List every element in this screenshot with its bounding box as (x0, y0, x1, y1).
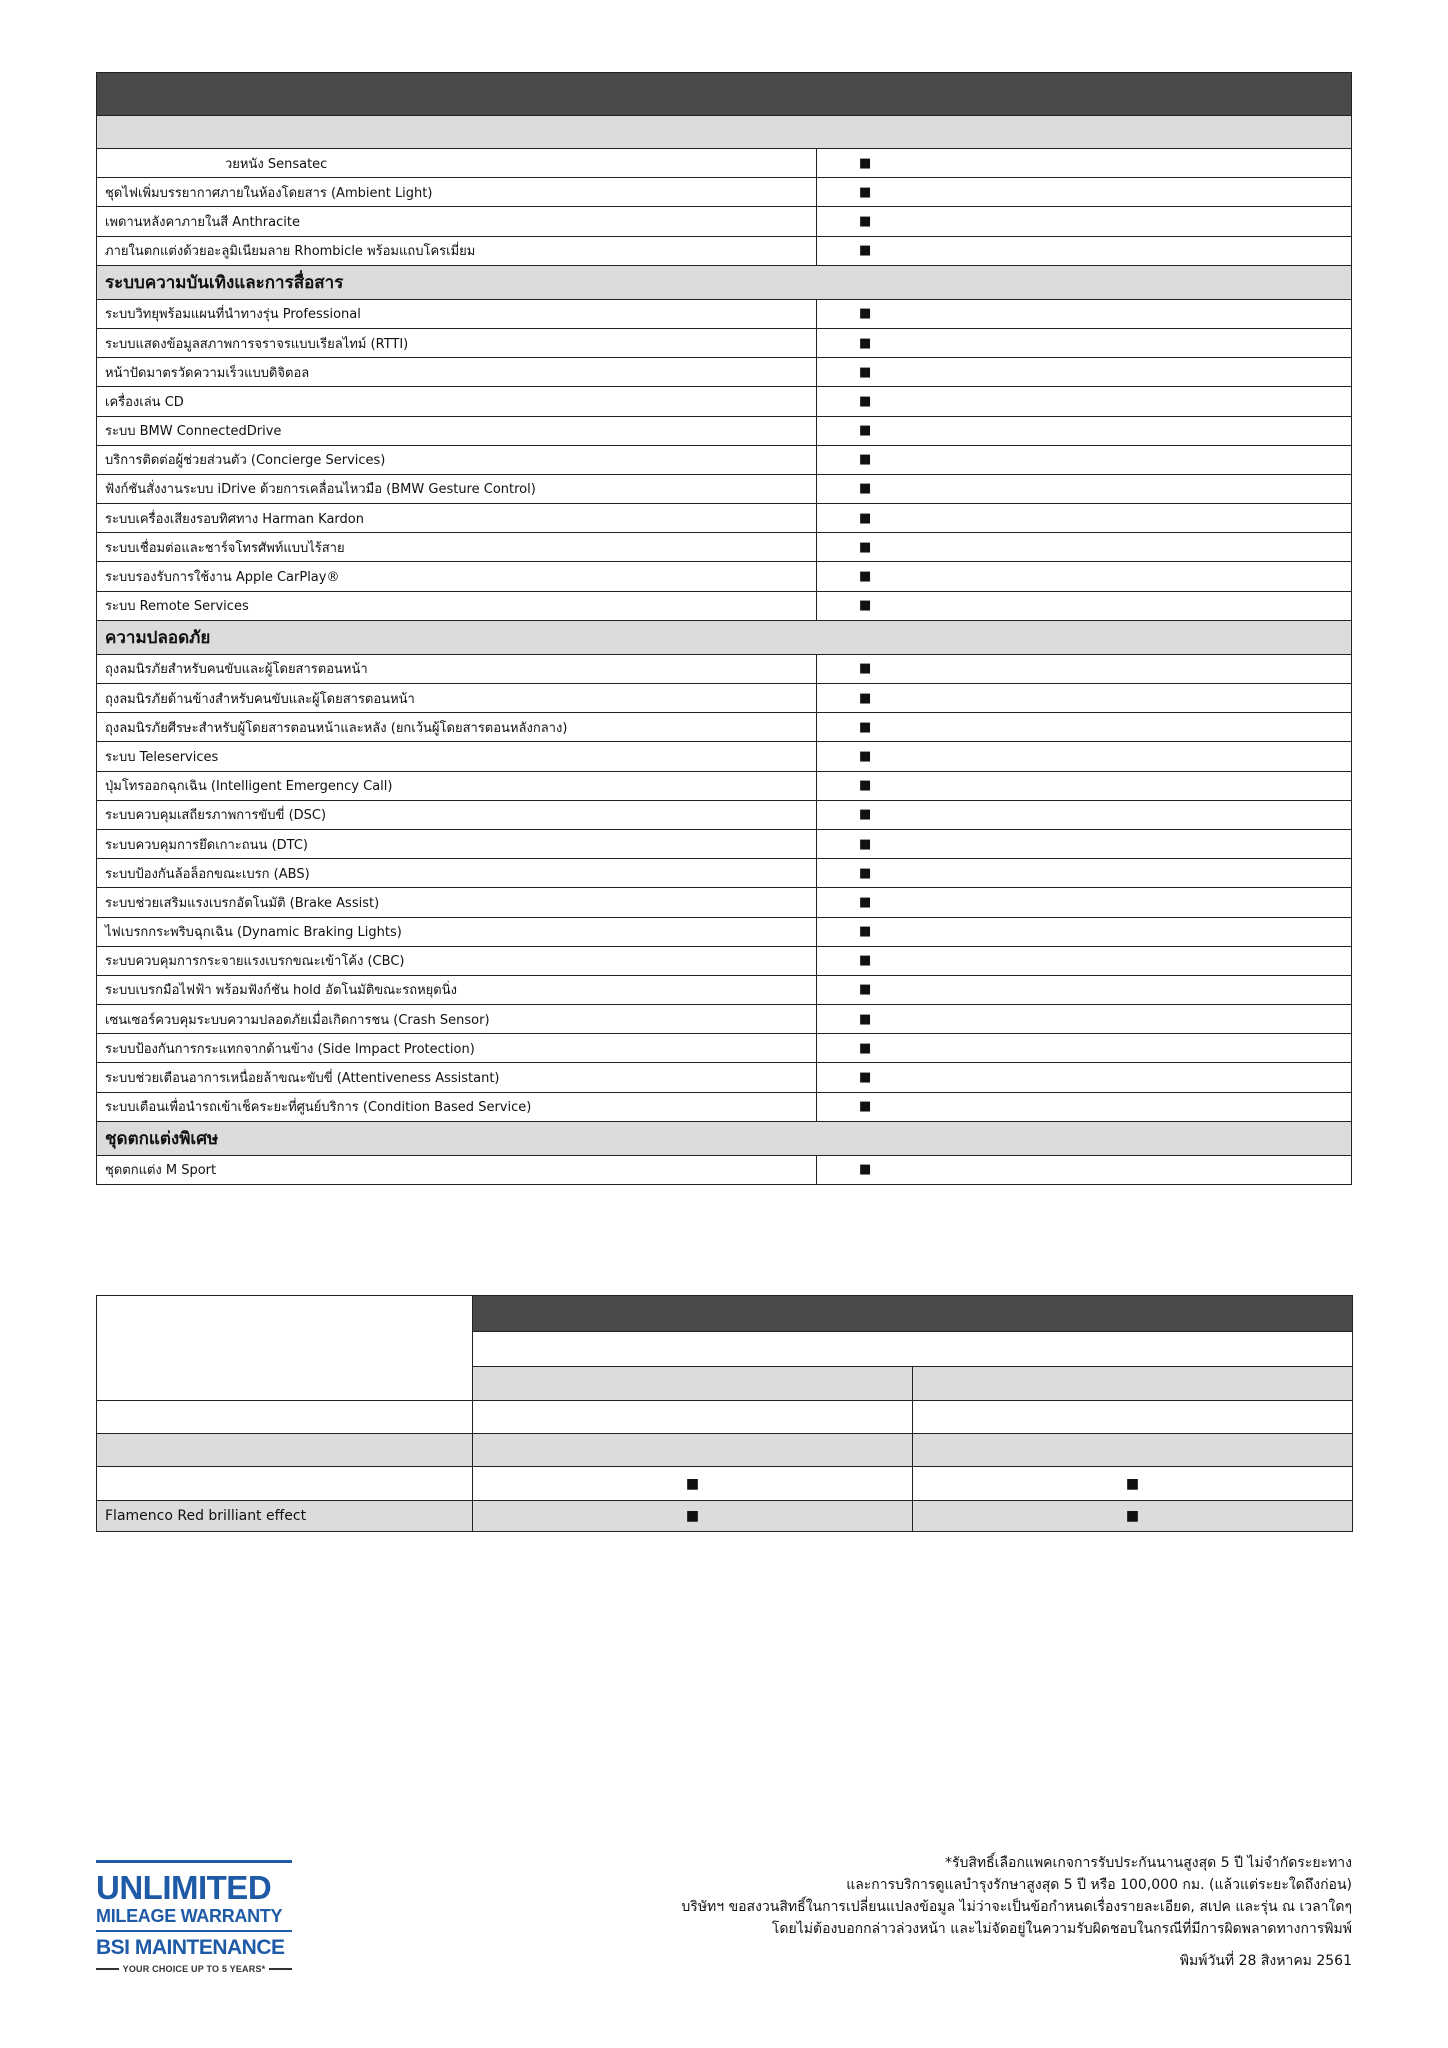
feature-label: ภายในตกแต่งด้วยอะลูมิเนียมลาย Rhombicle พร้อมแถบโครเมี่ยม (97, 236, 817, 265)
table-row (97, 946, 1352, 975)
color-header-row (97, 1296, 1353, 1332)
color-model-cell-2 (913, 1367, 1353, 1401)
color-table (96, 1295, 1353, 1532)
table-row (97, 299, 1352, 328)
footnote-line: และการบริการดูแลบำรุงรักษาสูงสุด 5 ปี หรือ 100,000 กม. (แล้วแต่ระยะใดถึงก่อน) (846, 1877, 1352, 1893)
feature-label: ระบบควบคุมเสถียรภาพการขับขี่ (DSC) (97, 800, 817, 829)
feature-mark: ■ (817, 1005, 1352, 1034)
table-row (97, 771, 1352, 800)
spec-table (96, 72, 1352, 1185)
logo-top-bar (96, 1860, 292, 1863)
feature-label: ชุดตกแต่ง M Sport (97, 1155, 817, 1184)
feature-mark: ■ (817, 416, 1352, 445)
feature-label: ระบบควบคุมการยึดเกาะถนน (DTC) (97, 829, 817, 858)
table-header-dark (97, 73, 1352, 116)
table-row (97, 328, 1352, 357)
feature-mark: ■ (817, 917, 1352, 946)
feature-mark: ■ (817, 684, 1352, 713)
feature-mark: ■ (817, 504, 1352, 533)
feature-label: ระบบ BMW ConnectedDrive (97, 416, 817, 445)
color-header-dark (473, 1296, 1353, 1332)
logo-choice-text: YOUR CHOICE UP TO 5 YEARS* (122, 1964, 266, 1974)
feature-label: ระบบวิทยุพร้อมแผนที่นำทางรุ่น Professional (97, 299, 817, 328)
feature-mark: ■ (817, 387, 1352, 416)
color-model-cell-1 (473, 1367, 913, 1401)
table-row (97, 1034, 1352, 1063)
feature-label: ระบบช่วยเสริมแรงเบรกอัตโนมัติ (Brake Assist) (97, 888, 817, 917)
table-row (97, 859, 1352, 888)
table-row (97, 178, 1352, 207)
feature-mark: ■ (817, 474, 1352, 503)
section-header (97, 620, 1352, 654)
table-row (97, 149, 1352, 178)
feature-mark: ■ (817, 178, 1352, 207)
feature-mark: ■ (817, 445, 1352, 474)
color-name: Flamenco Red brilliant effect (97, 1501, 473, 1532)
table-row (97, 829, 1352, 858)
table-row (97, 1005, 1352, 1034)
color-row-grey (97, 1501, 1353, 1532)
color-subheader-cell (473, 1331, 1353, 1367)
feature-label: ไฟเบรกกระพริบฉุกเฉิน (Dynamic Braking Lights) (97, 917, 817, 946)
feature-mark: ■ (817, 888, 1352, 917)
feature-mark: ■ (817, 946, 1352, 975)
logo-dash-left (96, 1968, 119, 1970)
table-row (97, 504, 1352, 533)
logo-line-mileage: MILEAGE WARRANTY (96, 1906, 283, 1926)
table-header-grey (97, 116, 1352, 149)
section-title: ชุดตกแต่งพิเศษ (97, 1121, 1352, 1155)
color-mark: ■ (473, 1501, 913, 1532)
feature-label: ถุงลมนิรภัยศีรษะสำหรับผู้โดยสารตอนหน้าและหลัง (ยกเว้นผู้โดยสารตอนหลังกลาง) (97, 713, 817, 742)
feature-mark: ■ (817, 771, 1352, 800)
section-header (97, 1121, 1352, 1155)
color-corner-cell (97, 1296, 473, 1401)
print-date: พิมพ์วันที่ 28 สิงหาคม 2561 (1179, 1953, 1352, 1969)
table-row (97, 654, 1352, 683)
feature-label: ปุ่มโทรออกฉุกเฉิน (Intelligent Emergency Call) (97, 771, 817, 800)
feature-label: ชุดไฟเพิ่มบรรยากาศภายในห้องโดยสาร (Ambient Light) (97, 178, 817, 207)
table-row (97, 416, 1352, 445)
feature-mark: ■ (817, 1155, 1352, 1184)
feature-mark: ■ (817, 975, 1352, 1004)
table-row (97, 1155, 1352, 1184)
color-mark: ■ (913, 1501, 1353, 1532)
feature-label: ระบบเชื่อมต่อและชาร์จโทรศัพท์แบบไร้สาย (97, 533, 817, 562)
footnote-line: บริษัทฯ ขอสงวนสิทธิ์ในการเปลี่ยนแปลงข้อมูล ไม่ว่าจะเป็นข้อกำหนดเรื่องรายละเอียด, สเปค และรุ่น ณ เวลาใดๆ (681, 1899, 1352, 1915)
warranty-logo (96, 1860, 292, 1976)
feature-mark: ■ (817, 236, 1352, 265)
footnote-line: โดยไม่ต้องบอกกล่าวล่วงหน้า และไม่จัดอยู่ในความรับผิดชอบในกรณีที่มีการผิดพลาดทางการพิมพ์ (771, 1921, 1352, 1937)
feature-label: เซนเซอร์ควบคุมระบบความปลอดภัยเมื่อเกิดการชน (Crash Sensor) (97, 1005, 817, 1034)
table-row (97, 591, 1352, 620)
feature-mark: ■ (817, 207, 1352, 236)
feature-label: ระบบ Remote Services (97, 591, 817, 620)
feature-mark: ■ (817, 1063, 1352, 1092)
feature-mark: ■ (817, 358, 1352, 387)
table-row (97, 975, 1352, 1004)
feature-mark: ■ (817, 149, 1352, 178)
table-row (97, 445, 1352, 474)
feature-mark: ■ (817, 1092, 1352, 1121)
table-row (97, 387, 1352, 416)
feature-mark: ■ (817, 533, 1352, 562)
logo-line-unlimited: UNLIMITED (96, 1869, 272, 1906)
logo-line-choice (96, 1962, 292, 1976)
feature-mark: ■ (817, 562, 1352, 591)
spec-table-body (97, 73, 1352, 1185)
feature-mark: ■ (817, 742, 1352, 771)
table-row (97, 742, 1352, 771)
color-row-grey (97, 1434, 1353, 1467)
feature-mark: ■ (817, 713, 1352, 742)
feature-label: เครื่องเล่น CD (97, 387, 817, 416)
feature-label: ฟังก์ชันสั่งงานระบบ iDrive ด้วยการเคลื่อนไหวมือ (BMW Gesture Control) (97, 474, 817, 503)
feature-label: ระบบป้องกันการกระแทกจากด้านข้าง (Side Impact Protection) (97, 1034, 817, 1063)
feature-mark: ■ (817, 800, 1352, 829)
feature-label: ระบบแสดงข้อมูลสภาพการจราจรแบบเรียลไทม์ (RTTI) (97, 328, 817, 357)
table-row (97, 562, 1352, 591)
feature-mark: ■ (817, 1034, 1352, 1063)
feature-label: วยหนัง Sensatec (97, 149, 817, 178)
color-row (97, 1467, 1353, 1501)
section-header (97, 265, 1352, 299)
table-row (97, 1092, 1352, 1121)
color-mark: ■ (913, 1467, 1353, 1501)
feature-label: ระบบเตือนเพื่อนำรถเข้าเช็คระยะที่ศูนย์บริการ (Condition Based Service) (97, 1092, 817, 1121)
color-row (97, 1401, 1353, 1434)
feature-label: ถุงลมนิรภัยสำหรับคนขับและผู้โดยสารตอนหน้า (97, 654, 817, 683)
feature-mark: ■ (817, 299, 1352, 328)
feature-label: เพดานหลังคาภายในสี Anthracite (97, 207, 817, 236)
logo-line-bsi: BSI MAINTENANCE (96, 1930, 292, 1962)
table-row (97, 1063, 1352, 1092)
feature-mark: ■ (817, 328, 1352, 357)
table-row (97, 917, 1352, 946)
feature-label: ระบบป้องกันล้อล็อกขณะเบรก (ABS) (97, 859, 817, 888)
feature-label: ระบบเบรกมือไฟฟ้า พร้อมฟังก์ชัน hold อัตโนมัติขณะรถหยุดนิ่ง (97, 975, 817, 1004)
table-row (97, 207, 1352, 236)
feature-label: ระบบรองรับการใช้งาน Apple CarPlay® (97, 562, 817, 591)
feature-label: บริการติดต่อผู้ช่วยส่วนตัว (Concierge Services) (97, 445, 817, 474)
section-title: ความปลอดภัย (97, 620, 1352, 654)
feature-label: ระบบ Teleservices (97, 742, 817, 771)
feature-mark: ■ (817, 654, 1352, 683)
logo-dash-right (269, 1968, 292, 1970)
table-row (97, 800, 1352, 829)
feature-label: หน้าปัดมาตรวัดความเร็วแบบดิจิตอล (97, 358, 817, 387)
table-row (97, 236, 1352, 265)
feature-label: ระบบควบคุมการกระจายแรงเบรกขณะเข้าโค้ง (CBC) (97, 946, 817, 975)
footnote-line: *รับสิทธิ์เลือกแพคเกจการรับประกันนานสูงสุด 5 ปี ไม่จำกัดระยะทาง (944, 1855, 1352, 1871)
feature-mark: ■ (817, 591, 1352, 620)
table-row (97, 474, 1352, 503)
footnote (552, 1852, 1352, 1972)
table-row (97, 358, 1352, 387)
feature-label: ระบบช่วยเตือนอาการเหนื่อยล้าขณะขับขี่ (Attentiveness Assistant) (97, 1063, 817, 1092)
color-mark: ■ (473, 1467, 913, 1501)
table-row (97, 713, 1352, 742)
feature-mark: ■ (817, 859, 1352, 888)
feature-label: ระบบเครื่องเสียงรอบทิศทาง Harman Kardon (97, 504, 817, 533)
feature-label: ถุงลมนิรภัยด้านข้างสำหรับคนขับและผู้โดยสารตอนหน้า (97, 684, 817, 713)
table-row (97, 684, 1352, 713)
section-title: ระบบความบันเทิงและการสื่อสาร (97, 265, 1352, 299)
table-row (97, 888, 1352, 917)
table-row (97, 533, 1352, 562)
feature-mark: ■ (817, 829, 1352, 858)
